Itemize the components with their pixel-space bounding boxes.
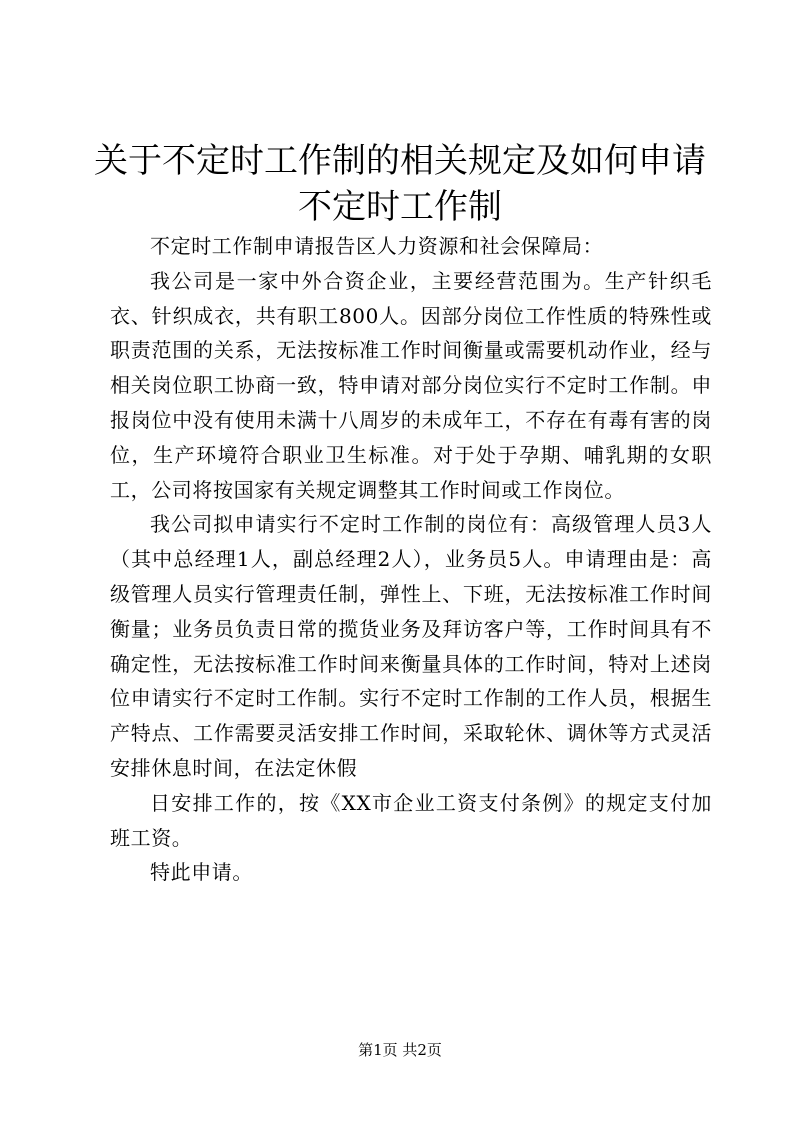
page-number-footer: 第1页 共2页 (358, 1041, 442, 1059)
overtime-pay-paragraph: 日安排工作的，按《XX市企业工资支付条例》的规定支付加班工资。 (110, 790, 712, 850)
document-title: 关于不定时工作制的相关规定及如何申请不定时工作制 (94, 141, 706, 227)
document-body (110, 229, 712, 890)
positions-paragraph: 我公司拟申请实行不定时工作制的岗位有：高级管理人员3人（其中总经理1人，副总经理2人），业务员5人。申请理由是：高级管理人员实行管理责任制，弹性上、下班，无法按标准工作时间衡量；业务员负责日常的揽货业务及拜访客户等，工作时间具有不确定性，无法按标准工作时间来衡量具体的工作时间，特对上述岗位申请实行不定时工作制。实行不定时工作制的工作人员，根据生产特点、工作需要灵活安排工作时间，采取轮休、调休等方式灵活安排休息时间，在法定休假 (110, 512, 712, 780)
salutation-paragraph: 不定时工作制申请报告区人力资源和社会保障局： (150, 234, 604, 258)
company-intro-paragraph: 我公司是一家中外合资企业，主要经营范围为。生产针织毛衣、针织成衣，共有职工800人。因部分岗位工作性质的特殊性或职责范围的关系，无法按标准工作时间衡量或需要机动作业，经与相关岗位职工协商一致，特申请对部分岗位实行不定时工作制。申报岗位中没有使用未满十八周岁的未成年工，不存在有毒有害的岗位，生产环境符合职业卫生标准。对于处于孕期、哺乳期的女职工，公司将按国家有关规定调整其工作时间或工作岗位。 (110, 268, 712, 502)
closing-paragraph: 特此申请。 (150, 860, 253, 885)
